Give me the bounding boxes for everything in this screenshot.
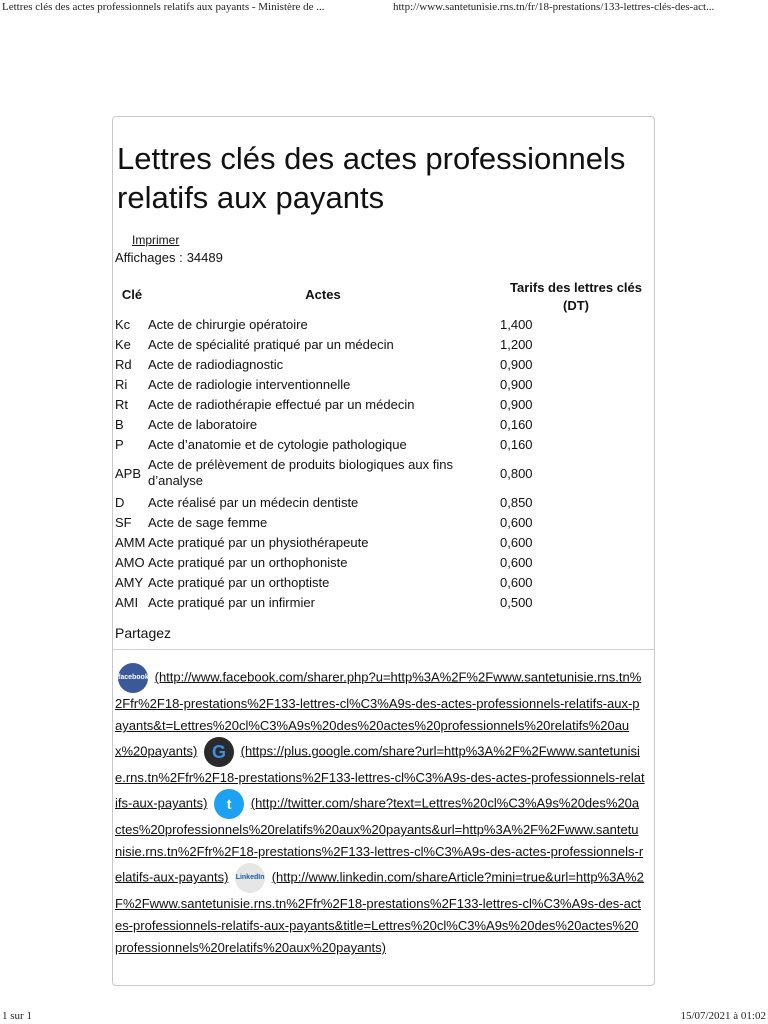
row-act: Acte de sage femme <box>148 515 268 530</box>
row-rate: 0,160 <box>500 437 533 452</box>
row-act: Acte de prélèvement de produits biologiques aux fins d’analyse <box>148 457 453 488</box>
page-number: 1 sur 1 <box>2 1010 32 1022</box>
row-act: Acte de chirurgie opératoire <box>148 317 308 332</box>
row-rate: 0,600 <box>500 575 533 590</box>
facebook-icon[interactable]: facebook <box>118 663 148 693</box>
row-key: AMY <box>115 575 144 590</box>
row-act: Acte de spécialité pratiqué par un médecin <box>148 337 394 352</box>
print-link[interactable]: Imprimer <box>132 233 180 247</box>
linkedin-share-link[interactable]: (http://www.linkedin.com/shareArticle?mini=true&url=http%3A%2F%2Fwww.santetunisie.rns.tn%2Ffr%2F18-prestations%2F133-lettres-cl%C3%A9s-des-actes-professionnels-relatifs-aux-payants&title=Lettres%20cl%C3%A9s%20des%20actes%20professionnels%20relatifs%20aux%20payants) <box>115 869 644 955</box>
row-rate: 0,900 <box>500 377 533 392</box>
row-key: Ke <box>115 337 131 352</box>
row-act: Acte de laboratoire <box>148 417 258 432</box>
google-share-link[interactable]: (https://plus.google.com/share?url=http%3A%2F%2Fwww.santetunisie.rns.tn%2Ffr%2F18-prestations%2F133-lettres-cl%C3%A9s-des-actes-professionnels-relatifs-aux-payants) <box>115 743 645 811</box>
twitter-share-link[interactable]: (http://twitter.com/share?text=Lettres%20cl%C3%A9s%20des%20actes%20professionnels%20relatifs%20aux%20payants&url=http%3A%2F%2Fwww.santetunisie.rns.tn%2Ffr%2F18-prestations%2F133-lettres-cl%C3%A9s-des-actes-professionnels-relatifs-aux-payants) <box>115 795 644 885</box>
linkedin-icon[interactable]: LinkedIn <box>235 863 265 893</box>
row-rate: 0,900 <box>500 357 533 372</box>
row-act: Acte réalisé par un médecin dentiste <box>148 495 359 510</box>
views-label: Affichages : <box>115 250 183 265</box>
google-plus-icon[interactable]: G <box>204 737 234 767</box>
row-key: APB <box>115 466 142 481</box>
row-key: AMI <box>115 595 139 610</box>
facebook-share-link[interactable]: (http://www.facebook.com/sharer.php?u=http%3A%2F%2Fwww.santetunisie.rns.tn%2Ffr%2F18-prestations%2F133-lettres-cl%C3%A9s-des-actes-professionnels-relatifs-aux-payants&t=Lettres%20cl%C3%A9s%20des%20actes%20professionnels%20relatifs%20aux%20payants) <box>115 669 642 759</box>
divider <box>113 649 654 650</box>
row-key: Ri <box>115 377 128 392</box>
share-links <box>115 663 645 959</box>
table-header-key: Clé <box>121 287 143 302</box>
row-key: AMM <box>115 535 146 550</box>
print-date: 15/07/2021 à 01:02 <box>680 1010 766 1022</box>
print-header-url: http://www.santetunisie.rns.tn/fr/18-prestations/133-lettres-clés-des-act... <box>393 1 715 13</box>
row-rate: 1,400 <box>500 317 533 332</box>
row-act: Acte de radiodiagnostic <box>148 357 284 372</box>
article-card <box>112 116 655 986</box>
twitter-icon[interactable]: t <box>214 789 244 819</box>
table-header-rates: Tarifs des lettres clés (DT) <box>510 280 642 313</box>
row-rate: 1,200 <box>500 337 533 352</box>
row-act: Acte pratiqué par un orthophoniste <box>148 555 348 570</box>
row-key: Rt <box>115 397 128 412</box>
row-act: Acte de radiologie interventionnelle <box>148 377 351 392</box>
print-header <box>0 0 768 16</box>
row-rate: 0,500 <box>500 595 533 610</box>
print-header-title: Lettres clés des actes professionnels relatifs aux payants - Ministère de ... <box>2 1 325 13</box>
row-rate: 0,600 <box>500 515 533 530</box>
page-title: Lettres clés des actes professionnels relatifs aux payants <box>117 141 626 215</box>
row-rate: 0,900 <box>500 397 533 412</box>
row-key: B <box>115 417 124 432</box>
table-row <box>113 457 656 493</box>
row-act: Acte de radiothérapie effectué par un médecin <box>148 397 415 412</box>
row-rate: 0,600 <box>500 535 533 550</box>
row-rate: 0,800 <box>500 466 533 481</box>
row-key: SF <box>115 515 132 530</box>
row-key: D <box>115 495 125 510</box>
share-heading: Partagez <box>115 625 172 641</box>
print-footer <box>0 1010 768 1024</box>
row-key: P <box>115 437 124 452</box>
row-act: Acte pratiqué par un infirmier <box>148 595 315 610</box>
table-header-acts: Actes <box>305 287 341 302</box>
row-rate: 0,160 <box>500 417 533 432</box>
row-rate: 0,600 <box>500 555 533 570</box>
views-counter <box>115 250 223 265</box>
row-key: Kc <box>115 317 131 332</box>
row-act: Acte pratiqué par un physiothérapeute <box>148 535 369 550</box>
row-key: Rd <box>115 357 132 372</box>
row-act: Acte d’anatomie et de cytologie pathologique <box>148 437 407 452</box>
views-count: 34489 <box>186 250 223 265</box>
row-key: AMO <box>115 555 145 570</box>
row-rate: 0,850 <box>500 495 533 510</box>
row-act: Acte pratiqué par un orthoptiste <box>148 575 330 590</box>
